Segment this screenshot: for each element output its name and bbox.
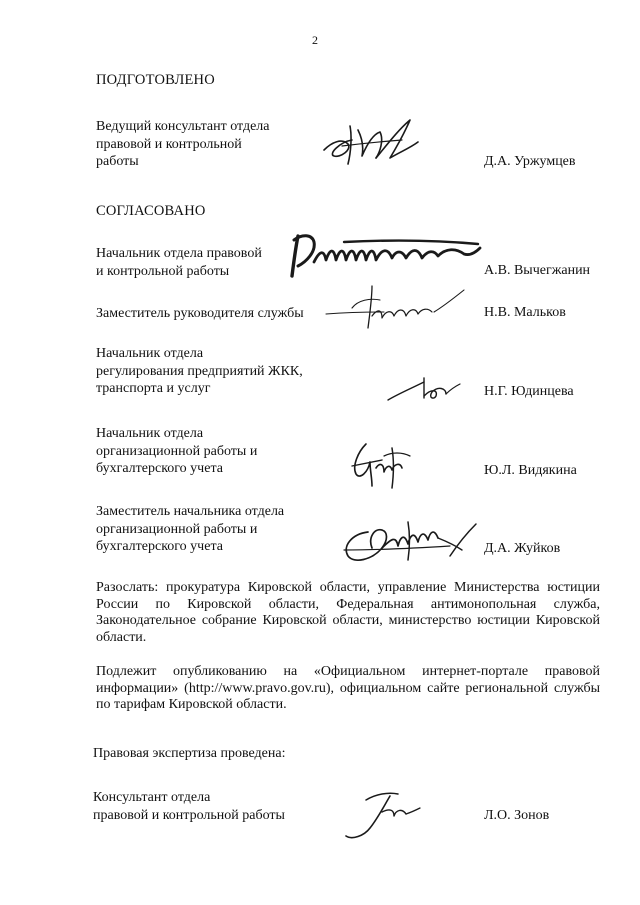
prepared-heading: ПОДГОТОВЛЕНО	[96, 72, 215, 88]
signatory-name: Ю.Л. Видякина	[484, 463, 577, 478]
signatory-name: Н.В. Мальков	[484, 305, 566, 320]
signatory-position	[96, 425, 257, 478]
position-line: организационной работы и	[96, 521, 258, 537]
position-line: Ведущий консультант отдела	[96, 119, 270, 134]
prepared-name: Д.А. Уржумцев	[484, 154, 576, 169]
signatory-position	[96, 345, 303, 398]
signatory-position	[96, 245, 262, 280]
position-line: правовой и контрольной	[96, 136, 242, 152]
position-line: Заместитель начальника отдела	[96, 504, 285, 519]
expertise-statement: Правовая экспертиза проведена:	[93, 746, 286, 761]
signatory-position	[96, 305, 304, 323]
signature-malkov	[322, 282, 472, 338]
signature-zonov	[340, 788, 424, 846]
signatory-position	[96, 503, 284, 556]
signature-vidyakina	[344, 440, 416, 492]
position-line: Начальник отдела	[96, 426, 204, 441]
signature-yudintseva	[384, 372, 466, 406]
position-line: правовой и контрольной работы	[93, 807, 285, 823]
distribution-paragraph: Разослать: прокуратура Кировской области, управление Министерства юстиции России по Кировской области, Федеральная антимонопольная служба, Законодательное собрание Кировской области, министерство юстиции Кировской области.	[96, 580, 600, 645]
prepared-position	[96, 118, 270, 171]
position-line: и контрольной работы	[96, 263, 230, 279]
position-line: Консультант отдела	[93, 790, 211, 805]
position-line: работы	[96, 154, 139, 169]
agreed-heading: СОГЛАСОВАНО	[96, 203, 206, 219]
signatory-name: Н.Г. Юдинцева	[484, 384, 574, 399]
position-line: бухгалтерского учета	[96, 539, 223, 554]
signature-zhuikov	[338, 516, 480, 568]
publication-paragraph: Подлежит опубликованию на «Официальном интернет-портале правовой информации» (http://www.pravo.gov.ru), официальном сайте региональной службы по тарифам Кировской области.	[96, 664, 600, 712]
position-line: организационной работы и	[96, 443, 258, 459]
page-number: 2	[312, 33, 318, 47]
position-line: Начальник отдела	[96, 346, 204, 361]
signature-vychegzhanin	[284, 226, 484, 282]
position-line: бухгалтерского учета	[96, 461, 223, 476]
position-line: транспорта и услуг	[96, 381, 211, 396]
signatory-name: Д.А. Жуйков	[484, 541, 561, 556]
signature-urzhumtsev	[318, 112, 428, 174]
expertise-name: Л.О. Зонов	[484, 808, 550, 823]
signatory-name: А.В. Вычегжанин	[484, 263, 591, 278]
position-line: Заместитель руководителя службы	[96, 306, 304, 321]
expertise-position	[93, 789, 285, 824]
position-line: регулирования предприятий ЖКК,	[96, 363, 303, 379]
position-line: Начальник отдела правовой	[96, 246, 262, 261]
